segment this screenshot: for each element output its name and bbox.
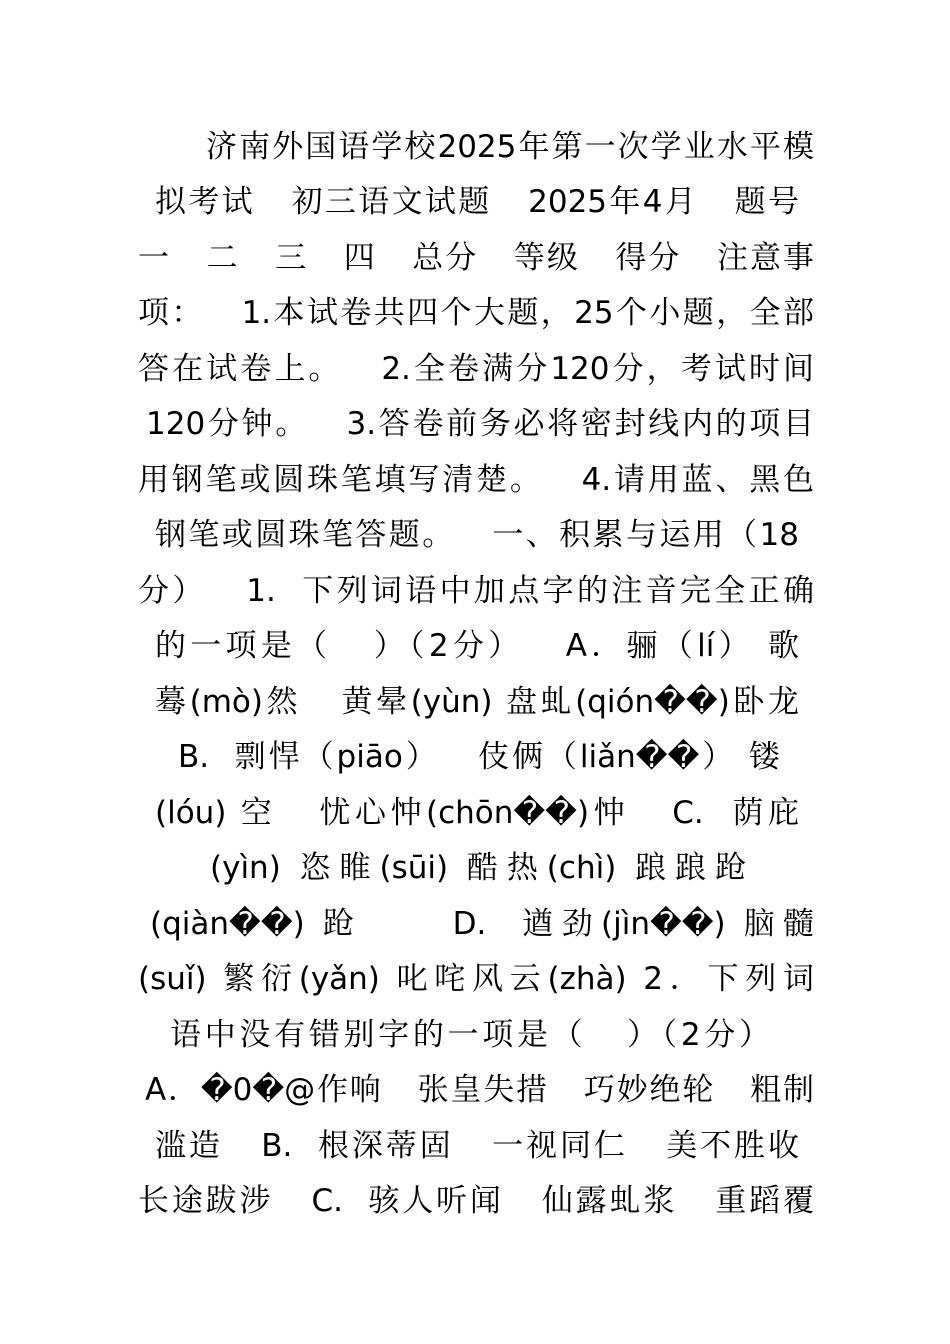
text-line-2: 拟考试 初三语文试题 2025年4月 题号 [155, 184, 799, 220]
text-line-12: B. 剽悍（piāo） 伎俩（liǎn��） 镂 [178, 739, 780, 775]
text-line-11: 蓦(mò)然 黄晕(yùn) 盘虬(qión��)卧龙 [155, 684, 799, 720]
text-line-17: 语中没有错别字的一项是（ ）（2分） [170, 1017, 770, 1053]
text-line-1: 济南外国语学校2025年第一次学业水平模 [206, 129, 814, 165]
text-line-5: 答在试卷上。 2.全卷满分120分，考试时间 [138, 351, 814, 387]
text-line-3: 一 二 三 四 总分 等级 得分 注意事 [138, 240, 814, 276]
text-line-9: 分） 1. 下列词语中加点字的注音完全正确 [138, 573, 814, 609]
text-line-6: 120分钟。 3.答卷前务必将密封线内的项目 [146, 406, 814, 442]
text-line-19: 滥造 B. 根深蒂固 一视同仁 美不胜收 [155, 1128, 799, 1164]
text-line-7: 用钢笔或圆珠笔填写清楚。 4.请用蓝、黑色 [138, 462, 814, 498]
text-line-14: (yìn) 恣睢(sūi) 酷热(chì) 踉踉跄 [210, 850, 746, 886]
text-line-16: (suǐ) 繁衍(yǎn) 叱咤风云(zhà) 2．下列词 [138, 961, 814, 997]
text-line-18: A．�0�@作响 张皇失措 巧妙绝轮 粗制 [145, 1072, 814, 1108]
text-line-13: (lóu) 空 忧心忡(chōn��)忡 C. 荫庇 [155, 795, 799, 831]
text-line-10: 的一项是（ ）（2分） A．骊（lí） 歌 [155, 628, 799, 664]
text-line-4: 项： 1.本试卷共四个大题，25个小题，全部 [138, 295, 814, 331]
text-line-15: (qiàn��) 跄 D. 遒劲(jìn��) 脑髓 [150, 906, 814, 942]
text-line-20: 长途跋涉 C. 骇人听闻 仙露虬浆 重蹈覆 [138, 1183, 814, 1219]
text-line-8: 钢笔或圆珠笔答题。 一、积累与运用（18 [155, 517, 799, 553]
